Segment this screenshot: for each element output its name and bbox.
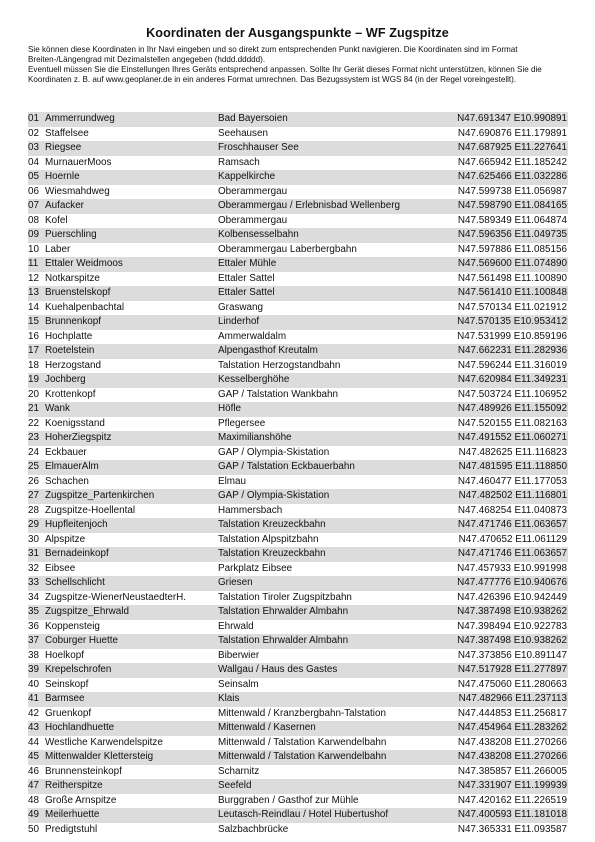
- table-row: [28, 199, 568, 214]
- table-row: [28, 547, 568, 562]
- row-number: 10: [28, 243, 45, 258]
- start-location: Seefeld: [218, 779, 440, 794]
- row-number: 03: [28, 141, 45, 156]
- start-location: Ammerwaldalm: [218, 330, 440, 345]
- route-name: MurnauerMoos: [45, 156, 218, 171]
- route-name: Hoelkopf: [45, 649, 218, 664]
- coordinates: N47.365331 E11.093587: [440, 823, 568, 838]
- route-name: Aufacker: [45, 199, 218, 214]
- coordinates: N47.471746 E11.063657: [440, 518, 568, 533]
- start-location: Froschhauser See: [218, 141, 440, 156]
- route-name: Reitherspitze: [45, 779, 218, 794]
- route-name: Hupfleitenjoch: [45, 518, 218, 533]
- coordinates: N47.531999 E10.859196: [440, 330, 568, 345]
- row-number: 43: [28, 721, 45, 736]
- start-location: Ramsach: [218, 156, 440, 171]
- row-number: 24: [28, 446, 45, 461]
- row-number: 20: [28, 388, 45, 403]
- start-location: Hammersbach: [218, 504, 440, 519]
- table-row: [28, 518, 568, 533]
- table-row: [28, 663, 568, 678]
- start-location: Ettaler Mühle: [218, 257, 440, 272]
- row-number: 13: [28, 286, 45, 301]
- table-row: [28, 808, 568, 823]
- start-location: Mittenwald / Talstation Karwendelbahn: [218, 736, 440, 751]
- table-row: [28, 504, 568, 519]
- route-name: Krepelschrofen: [45, 663, 218, 678]
- start-location: Oberammergau: [218, 214, 440, 229]
- table-row: [28, 489, 568, 504]
- route-name: ElmauerAlm: [45, 460, 218, 475]
- coordinates: N47.570135 E10.953412: [440, 315, 568, 330]
- row-number: 23: [28, 431, 45, 446]
- start-location: Oberammergau: [218, 185, 440, 200]
- row-number: 09: [28, 228, 45, 243]
- row-number: 04: [28, 156, 45, 171]
- coordinates: N47.503724 E11.106952: [440, 388, 568, 403]
- row-number: 49: [28, 808, 45, 823]
- coordinates: N47.477776 E10.940676: [440, 576, 568, 591]
- start-location: Seinsalm: [218, 678, 440, 693]
- start-location: Talstation Ehrwalder Almbahn: [218, 605, 440, 620]
- table-row: [28, 794, 568, 809]
- row-number: 17: [28, 344, 45, 359]
- start-location: Mittenwald / Kranzbergbahn-Talstation: [218, 707, 440, 722]
- coordinates: N47.598790 E11.084165: [440, 199, 568, 214]
- coordinates: N47.482966 E11.237113: [440, 692, 568, 707]
- start-location: Pflegersee: [218, 417, 440, 432]
- coordinates: N47.471746 E11.063657: [440, 547, 568, 562]
- table-row: [28, 359, 568, 374]
- route-name: HoherZiegspitz: [45, 431, 218, 446]
- coordinates: N47.420162 E11.226519: [440, 794, 568, 809]
- row-number: 47: [28, 779, 45, 794]
- row-number: 26: [28, 475, 45, 490]
- table-row: [28, 272, 568, 287]
- row-number: 40: [28, 678, 45, 693]
- intro-text: [28, 45, 568, 85]
- coordinates: N47.400593 E11.181018: [440, 808, 568, 823]
- route-name: Jochberg: [45, 373, 218, 388]
- coordinates: N47.491552 E11.060271: [440, 431, 568, 446]
- start-location: GAP / Talstation Wankbahn: [218, 388, 440, 403]
- route-name: Alpspitze: [45, 533, 218, 548]
- start-location: Bad Bayersoien: [218, 112, 440, 127]
- route-name: Wank: [45, 402, 218, 417]
- coordinates: N47.589349 E11.064874: [440, 214, 568, 229]
- table-row: [28, 765, 568, 780]
- coordinates: N47.470652 E11.061129: [440, 533, 568, 548]
- coordinates: N47.687925 E11.227641: [440, 141, 568, 156]
- coordinates: N47.444853 E11.256817: [440, 707, 568, 722]
- table-row: [28, 286, 568, 301]
- start-location: Maximilianshöhe: [218, 431, 440, 446]
- route-name: Hochplatte: [45, 330, 218, 345]
- table-row: [28, 750, 568, 765]
- start-location: Ehrwald: [218, 620, 440, 635]
- coordinates: N47.561498 E11.100890: [440, 272, 568, 287]
- coordinates: N47.387498 E10.938262: [440, 634, 568, 649]
- start-location: Biberwier: [218, 649, 440, 664]
- start-location: Parkplatz Eibsee: [218, 562, 440, 577]
- table-row: [28, 692, 568, 707]
- table-row: [28, 431, 568, 446]
- coordinates: N47.690876 E11.179891: [440, 127, 568, 142]
- start-location: Linderhof: [218, 315, 440, 330]
- route-name: Laber: [45, 243, 218, 258]
- start-location: Oberammergau / Erlebnisbad Wellenberg: [218, 199, 440, 214]
- start-location: Wallgau / Haus des Gastes: [218, 663, 440, 678]
- start-location: Scharnitz: [218, 765, 440, 780]
- route-name: Gruenkopf: [45, 707, 218, 722]
- route-name: Bernadeinkopf: [45, 547, 218, 562]
- row-number: 15: [28, 315, 45, 330]
- coordinates-table: [28, 112, 568, 837]
- table-row: [28, 605, 568, 620]
- coordinates: N47.489926 E11.155092: [440, 402, 568, 417]
- row-number: 07: [28, 199, 45, 214]
- row-number: 08: [28, 214, 45, 229]
- row-number: 14: [28, 301, 45, 316]
- table-row: [28, 736, 568, 751]
- table-row: [28, 678, 568, 693]
- coordinates: N47.481595 E11.118850: [440, 460, 568, 475]
- table-row: [28, 228, 568, 243]
- route-name: Ammerrundweg: [45, 112, 218, 127]
- route-name: Coburger Huette: [45, 634, 218, 649]
- row-number: 35: [28, 605, 45, 620]
- table-row: [28, 446, 568, 461]
- table-row: [28, 185, 568, 200]
- route-name: Roetelstein: [45, 344, 218, 359]
- route-name: Riegsee: [45, 141, 218, 156]
- row-number: 50: [28, 823, 45, 838]
- route-name: Koppensteig: [45, 620, 218, 635]
- coordinates: N47.460477 E11.177053: [440, 475, 568, 490]
- table-row: [28, 330, 568, 345]
- row-number: 27: [28, 489, 45, 504]
- start-location: Leutasch-Reindlau / Hotel Hubertushof: [218, 808, 440, 823]
- coordinates: N47.475060 E11.280663: [440, 678, 568, 693]
- route-name: Seinskopf: [45, 678, 218, 693]
- start-location: Höfle: [218, 402, 440, 417]
- coordinates: N47.665942 E11.185242: [440, 156, 568, 171]
- row-number: 37: [28, 634, 45, 649]
- table-row: [28, 576, 568, 591]
- coordinates: N47.426396 E10.942449: [440, 591, 568, 606]
- row-number: 34: [28, 591, 45, 606]
- route-name: Hoernle: [45, 170, 218, 185]
- start-location: Griesen: [218, 576, 440, 591]
- coordinates: N47.625466 E11.032286: [440, 170, 568, 185]
- row-number: 25: [28, 460, 45, 475]
- route-name: Ettaler Weidmoos: [45, 257, 218, 272]
- coordinates: N47.520155 E11.082163: [440, 417, 568, 432]
- route-name: Staffelsee: [45, 127, 218, 142]
- row-number: 18: [28, 359, 45, 374]
- start-location: Talstation Alpspitzbahn: [218, 533, 440, 548]
- table-row: [28, 388, 568, 403]
- start-location: Talstation Ehrwalder Almbahn: [218, 634, 440, 649]
- coordinates: N47.596244 E11.316019: [440, 359, 568, 374]
- start-location: Ettaler Sattel: [218, 272, 440, 287]
- row-number: 21: [28, 402, 45, 417]
- coordinates: N47.454964 E11.283262: [440, 721, 568, 736]
- table-row: [28, 417, 568, 432]
- page-title: Koordinaten der Ausgangspunkte – WF Zugspitze: [146, 26, 449, 40]
- route-name: Zugspitze_Ehrwald: [45, 605, 218, 620]
- coordinates: N47.387498 E10.938262: [440, 605, 568, 620]
- start-location: Kolbensesselbahn: [218, 228, 440, 243]
- table-row: [28, 315, 568, 330]
- coordinates: N47.596356 E11.049735: [440, 228, 568, 243]
- row-number: 41: [28, 692, 45, 707]
- route-name: Predigtstuhl: [45, 823, 218, 838]
- table-row: [28, 721, 568, 736]
- row-number: 44: [28, 736, 45, 751]
- coordinates: N47.561410 E11.100848: [440, 286, 568, 301]
- route-name: Kofel: [45, 214, 218, 229]
- start-location: Talstation Kreuzeckbahn: [218, 518, 440, 533]
- table-row: [28, 170, 568, 185]
- table-row: [28, 301, 568, 316]
- coordinates: N47.482625 E11.116823: [440, 446, 568, 461]
- start-location: Kappelkirche: [218, 170, 440, 185]
- row-number: 38: [28, 649, 45, 664]
- row-number: 06: [28, 185, 45, 200]
- route-name: Meilerhuette: [45, 808, 218, 823]
- start-location: Salzbachbrücke: [218, 823, 440, 838]
- row-number: 02: [28, 127, 45, 142]
- coordinates: N47.468254 E11.040873: [440, 504, 568, 519]
- start-location: GAP / Olympia-Skistation: [218, 446, 440, 461]
- row-number: 45: [28, 750, 45, 765]
- row-number: 30: [28, 533, 45, 548]
- table-row: [28, 591, 568, 606]
- route-name: Große Arnspitze: [45, 794, 218, 809]
- coordinates: N47.599738 E11.056987: [440, 185, 568, 200]
- route-name: Schellschlicht: [45, 576, 218, 591]
- route-name: Brunnensteinkopf: [45, 765, 218, 780]
- start-location: Burggraben / Gasthof zur Mühle: [218, 794, 440, 809]
- coordinates: N47.691347 E10.990891: [440, 112, 568, 127]
- coordinates: N47.570134 E11.021912: [440, 301, 568, 316]
- start-location: Elmau: [218, 475, 440, 490]
- table-row: [28, 141, 568, 156]
- coordinates: N47.331907 E11.199939: [440, 779, 568, 794]
- row-number: 28: [28, 504, 45, 519]
- start-location: Talstation Herzogstandbahn: [218, 359, 440, 374]
- route-name: Kuehalpenbachtal: [45, 301, 218, 316]
- coordinates: N47.457933 E10.991998: [440, 562, 568, 577]
- route-name: Zugspitze-WienerNeustaedterH.: [45, 591, 218, 606]
- start-location: GAP / Talstation Eckbauerbahn: [218, 460, 440, 475]
- row-number: 33: [28, 576, 45, 591]
- table-row: [28, 460, 568, 475]
- table-row: [28, 112, 568, 127]
- start-location: Ettaler Sattel: [218, 286, 440, 301]
- coordinates: N47.662231 E11.282936: [440, 344, 568, 359]
- route-name: Koenigsstand: [45, 417, 218, 432]
- intro-paragraph-2: Eventuell müssen Sie die Einstellungen Ihres Geräts entsprechend anpassen. Sollte Ihr Gerät dieses Format nicht unterstützen, können Sie die Koordinaten z. B. auf www.geoplaner.de in ein anderes Format umrechnen. Das Bezugssystem ist WGS 84 (in der Regel voreingestellt).: [28, 65, 542, 84]
- table-row: [28, 649, 568, 664]
- start-location: Talstation Kreuzeckbahn: [218, 547, 440, 562]
- start-location: Graswang: [218, 301, 440, 316]
- coordinates: N47.438208 E11.270266: [440, 736, 568, 751]
- table-row: [28, 562, 568, 577]
- coordinates: N47.373856 E10.891147: [440, 649, 568, 664]
- row-number: 46: [28, 765, 45, 780]
- route-name: Barmsee: [45, 692, 218, 707]
- row-number: 12: [28, 272, 45, 287]
- start-location: Talstation Tiroler Zugspitzbahn: [218, 591, 440, 606]
- coordinates: N47.482502 E11.116801: [440, 489, 568, 504]
- route-name: Krottenkopf: [45, 388, 218, 403]
- row-number: 36: [28, 620, 45, 635]
- start-location: Kesselberghöhe: [218, 373, 440, 388]
- coordinates: N47.517928 E11.277897: [440, 663, 568, 678]
- route-name: Eckbauer: [45, 446, 218, 461]
- table-row: [28, 707, 568, 722]
- start-location: GAP / Olympia-Skistation: [218, 489, 440, 504]
- coordinates: N47.569600 E11.074890: [440, 257, 568, 272]
- table-row: [28, 402, 568, 417]
- start-location: Mittenwald / Kasernen: [218, 721, 440, 736]
- route-name: Westliche Karwendelspitze: [45, 736, 218, 751]
- table-row: [28, 373, 568, 388]
- row-number: 19: [28, 373, 45, 388]
- route-name: Brunnenkopf: [45, 315, 218, 330]
- table-row: [28, 620, 568, 635]
- route-name: Hochlandhuette: [45, 721, 218, 736]
- intro-paragraph-1: Sie können diese Koordinaten in Ihr Navi eingeben und so direkt zum entsprechenden Punkt navigieren. Die Koordinaten sind im Format Breiten-/Längengrad mit Dezimalstellen angegeben (hddd.ddddd).: [28, 45, 518, 64]
- row-number: 32: [28, 562, 45, 577]
- table-row: [28, 156, 568, 171]
- route-name: Zugspitze_Partenkirchen: [45, 489, 218, 504]
- table-row: [28, 533, 568, 548]
- coordinates-table-body: [28, 112, 568, 837]
- coordinates: N47.597886 E11.085156: [440, 243, 568, 258]
- table-row: [28, 634, 568, 649]
- route-name: Herzogstand: [45, 359, 218, 374]
- table-row: [28, 779, 568, 794]
- row-number: 05: [28, 170, 45, 185]
- start-location: Seehausen: [218, 127, 440, 142]
- table-row: [28, 127, 568, 142]
- row-number: 29: [28, 518, 45, 533]
- row-number: 31: [28, 547, 45, 562]
- coordinates: N47.620984 E11.349231: [440, 373, 568, 388]
- coordinates: N47.398494 E10.922783: [440, 620, 568, 635]
- table-row: [28, 475, 568, 490]
- row-number: 11: [28, 257, 45, 272]
- start-location: Alpengasthof Kreutalm: [218, 344, 440, 359]
- table-row: [28, 823, 568, 838]
- route-name: Zugspitze-Hoellental: [45, 504, 218, 519]
- table-row: [28, 344, 568, 359]
- row-number: 01: [28, 112, 45, 127]
- table-row: [28, 257, 568, 272]
- route-name: Eibsee: [45, 562, 218, 577]
- table-row: [28, 214, 568, 229]
- route-name: Bruenstelskopf: [45, 286, 218, 301]
- start-location: Klais: [218, 692, 440, 707]
- route-name: Mittenwalder Klettersteig: [45, 750, 218, 765]
- row-number: 39: [28, 663, 45, 678]
- route-name: Wiesmahdweg: [45, 185, 218, 200]
- row-number: 48: [28, 794, 45, 809]
- row-number: 16: [28, 330, 45, 345]
- row-number: 22: [28, 417, 45, 432]
- table-row: [28, 243, 568, 258]
- start-location: Mittenwald / Talstation Karwendelbahn: [218, 750, 440, 765]
- coordinates: N47.385857 E11.266005: [440, 765, 568, 780]
- coordinates: N47.438208 E11.270266: [440, 750, 568, 765]
- route-name: Puerschling: [45, 228, 218, 243]
- route-name: Schachen: [45, 475, 218, 490]
- start-location: Oberammergau Laberbergbahn: [218, 243, 440, 258]
- route-name: Notkarspitze: [45, 272, 218, 287]
- row-number: 42: [28, 707, 45, 722]
